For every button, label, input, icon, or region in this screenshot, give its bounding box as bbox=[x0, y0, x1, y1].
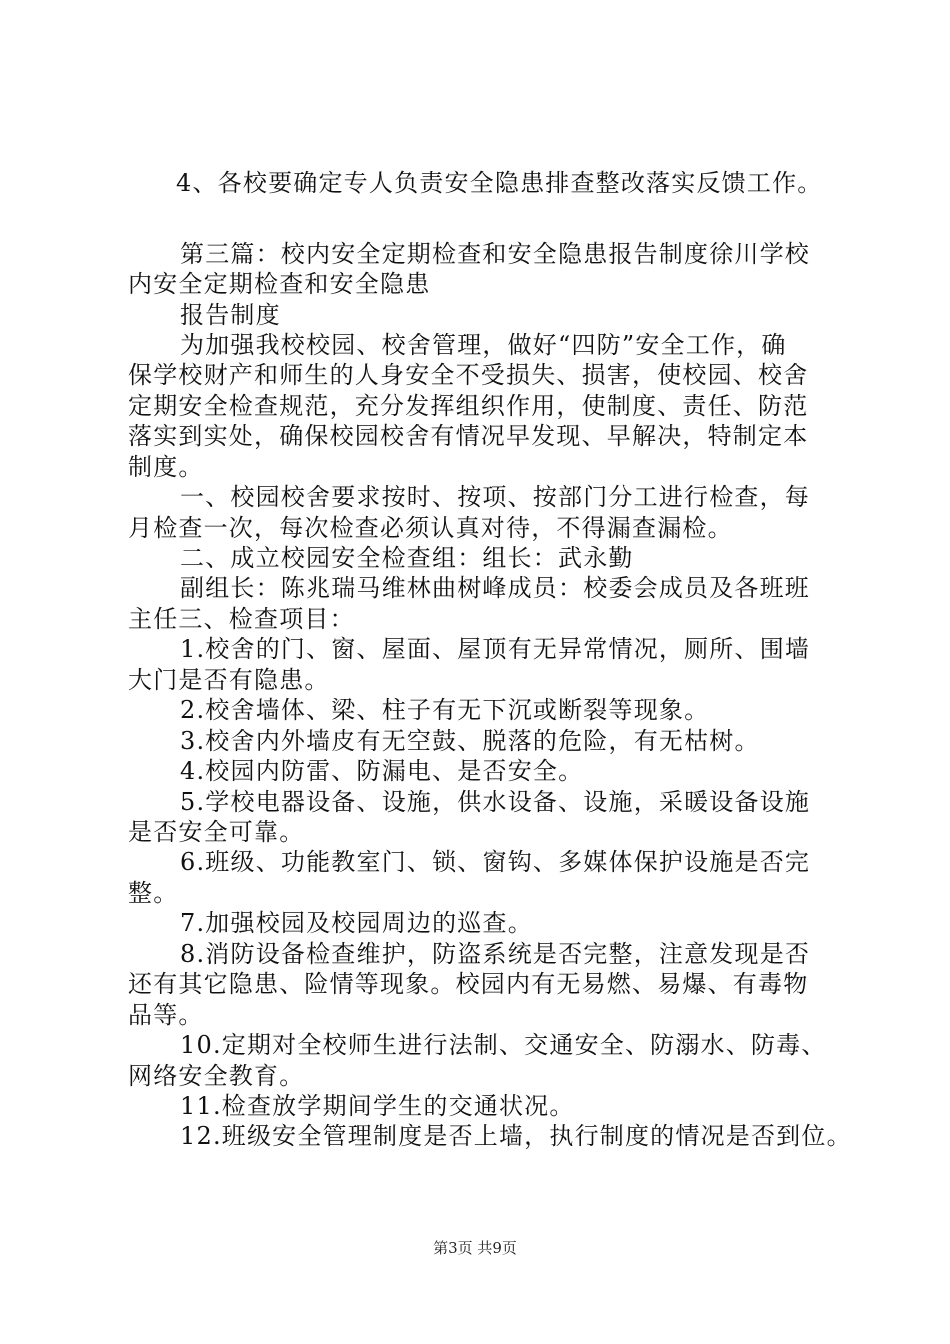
text-line: 为加强我校校园、校舍管理，做好“四防”安全工作，确 bbox=[180, 331, 787, 359]
text-line: 品等。 bbox=[128, 1001, 204, 1029]
text-line: 11.检查放学期间学生的交通状况。 bbox=[180, 1092, 575, 1120]
text-line: 6.班级、功能教室门、锁、窗钩、多媒体保护设施是否完 bbox=[180, 848, 811, 876]
text-line: 副组长：陈兆瑞马维林曲树峰成员：校委会成员及各班班 bbox=[180, 574, 810, 602]
text-line: 8.消防设备检查维护，防盗系统是否完整，注意发现是否 bbox=[180, 940, 811, 968]
text-line: 3.校舍内外墙皮有无空鼓、脱落的危险，有无枯树。 bbox=[180, 727, 760, 755]
text-line: 是否安全可靠。 bbox=[128, 818, 305, 846]
text-line: 落实到实处，确保校园校舍有情况早发现、早解决，特制定本 bbox=[128, 422, 809, 450]
text-line: 4、各校要确定专人负责安全隐患排查整改落实反馈工作。 bbox=[176, 169, 823, 197]
text-line: 还有其它隐患、险情等现象。校园内有无易燃、易爆、有毒物 bbox=[128, 970, 809, 998]
text-line: 保学校财产和师生的人身安全不受损失、损害，使校园、校舍 bbox=[128, 361, 809, 389]
text-line: 报告制度 bbox=[180, 301, 281, 329]
text-line: 主任三、检查项目： bbox=[128, 605, 355, 633]
text-line: 定期安全检查规范，充分发挥组织作用，使制度、责任、防范 bbox=[128, 392, 809, 420]
text-line: 网络安全教育。 bbox=[128, 1062, 305, 1090]
text-line: 第三篇：校内安全定期检查和安全隐患报告制度徐川学校 bbox=[180, 240, 810, 268]
text-line: 一、校园校舍要求按时、按项、按部门分工进行检查，每 bbox=[180, 483, 810, 511]
text-line: 4.校园内防雷、防漏电、是否安全。 bbox=[180, 757, 584, 785]
text-line: 大门是否有隐患。 bbox=[128, 666, 330, 694]
text-line: 内安全定期检查和安全隐患 bbox=[128, 270, 431, 298]
text-line: 2.校舍墙体、梁、柱子有无下沉或断裂等现象。 bbox=[180, 696, 710, 724]
text-line: 月检查一次，每次检查必须认真对待，不得漏查漏检。 bbox=[128, 514, 733, 542]
text-line: 12.班级安全管理制度是否上墙，执行制度的情况是否到位。 bbox=[180, 1122, 852, 1150]
text-line: 7.加强校园及校园周边的巡查。 bbox=[180, 909, 533, 937]
page-indicator: 第3页 共9页 bbox=[433, 1239, 517, 1257]
text-line: 5.学校电器设备、设施，供水设备、设施，采暖设备设施 bbox=[180, 788, 811, 816]
text-line: 整。 bbox=[128, 879, 179, 907]
text-line: 二、成立校园安全检查组：组长：武永勤 bbox=[180, 544, 634, 572]
text-line: 10.定期对全校师生进行法制、交通安全、防溺水、防毒、 bbox=[180, 1031, 827, 1059]
text-line: 1.校舍的门、窗、屋面、屋顶有无异常情况，厕所、围墙 bbox=[180, 635, 811, 663]
text-line: 制度。 bbox=[128, 453, 204, 481]
